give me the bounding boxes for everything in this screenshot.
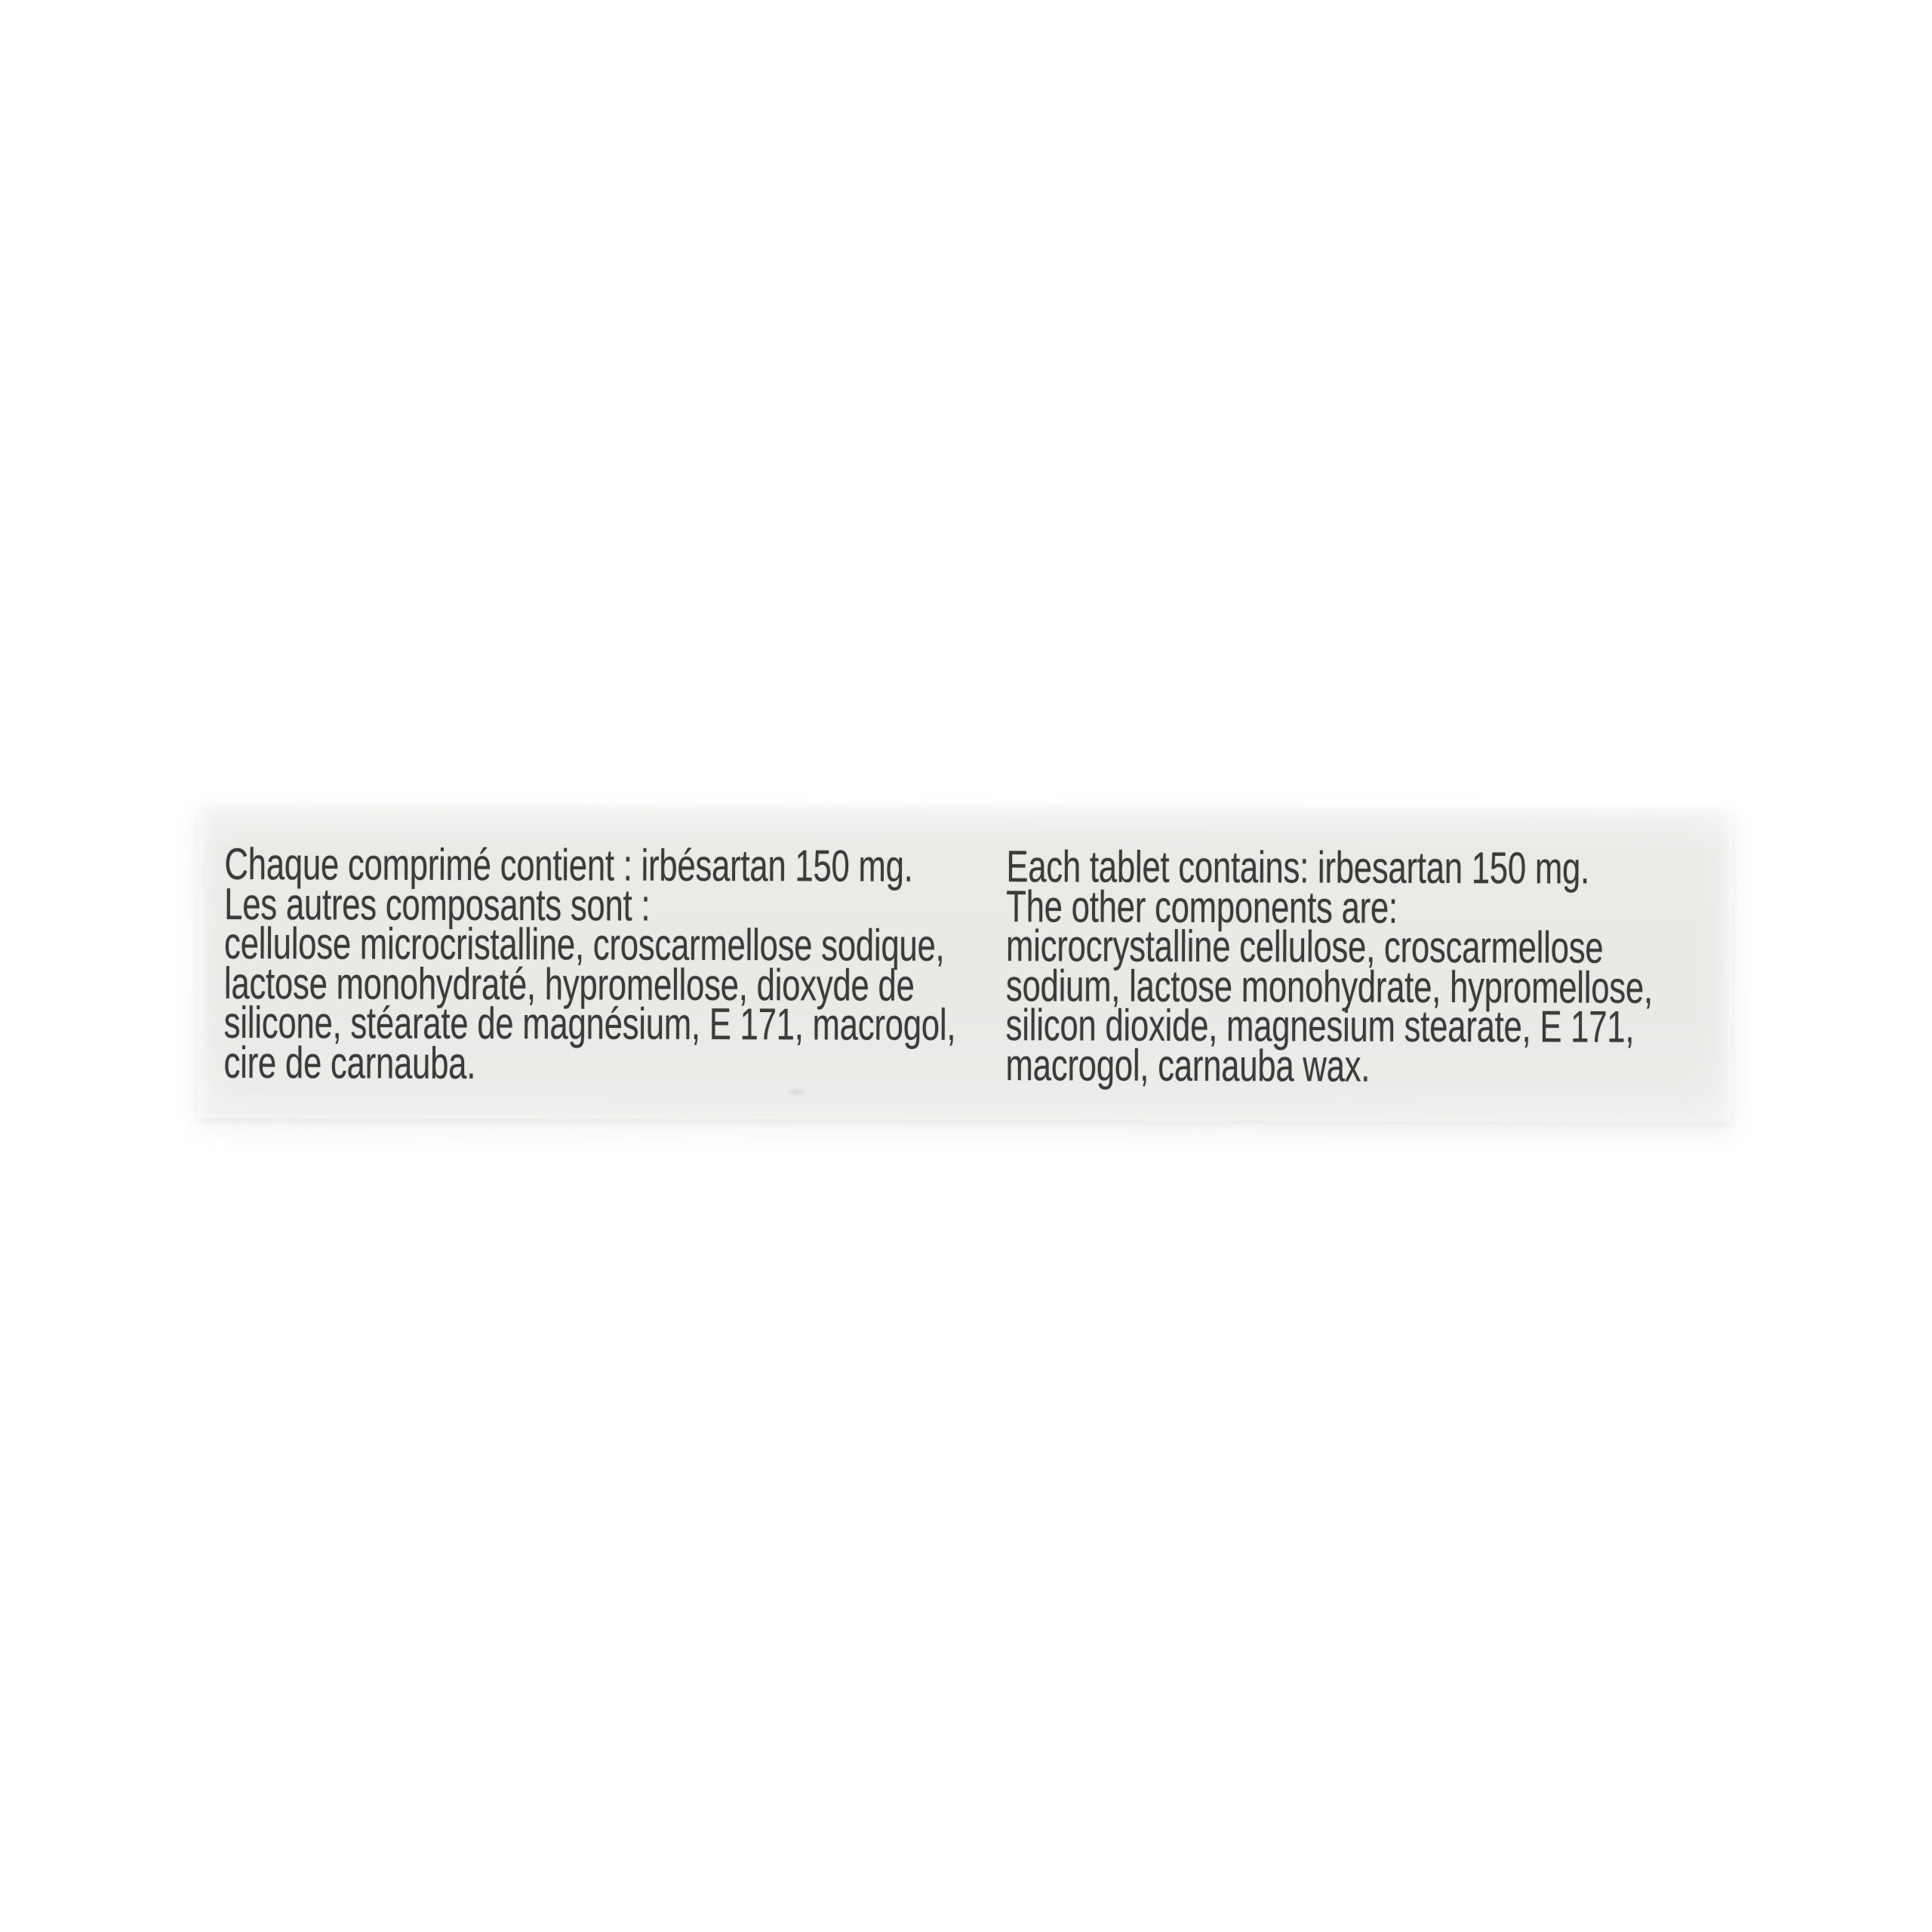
text-line: cire de carnauba. bbox=[223, 1037, 476, 1088]
text-line: Chaque comprimé contient : irbésartan 150 mg. bbox=[224, 838, 913, 891]
text-line: silicon dioxide, magnesium stearate, E 171, bbox=[1005, 1000, 1635, 1053]
text-line: Each tablet contains: irbesartan 150 mg. bbox=[1006, 841, 1590, 894]
text-line: cellulose microcristalline, croscarmellose sodique, bbox=[223, 918, 945, 971]
text-line: lactose monohydraté, hypromellose, dioxyde de bbox=[223, 958, 915, 1011]
ingredients-text-french bbox=[223, 838, 956, 1088]
text-line: silicone, stéarate de magnésium, E 171, macrogol, bbox=[223, 998, 956, 1051]
text-line: Les autres composants sont : bbox=[224, 878, 651, 931]
text-line: The other components are: bbox=[1006, 881, 1398, 933]
text-line: sodium, lactose monohydrate, hypromellose, bbox=[1005, 960, 1654, 1013]
photo-artifact-speck bbox=[785, 1088, 808, 1097]
ingredients-text-english bbox=[1005, 841, 1654, 1091]
text-line: macrogol, carnauba wax. bbox=[1005, 1040, 1371, 1091]
text-line: microcrystalline cellulose, croscarmellose bbox=[1005, 921, 1604, 973]
medicine-box-panel bbox=[198, 804, 1732, 1122]
